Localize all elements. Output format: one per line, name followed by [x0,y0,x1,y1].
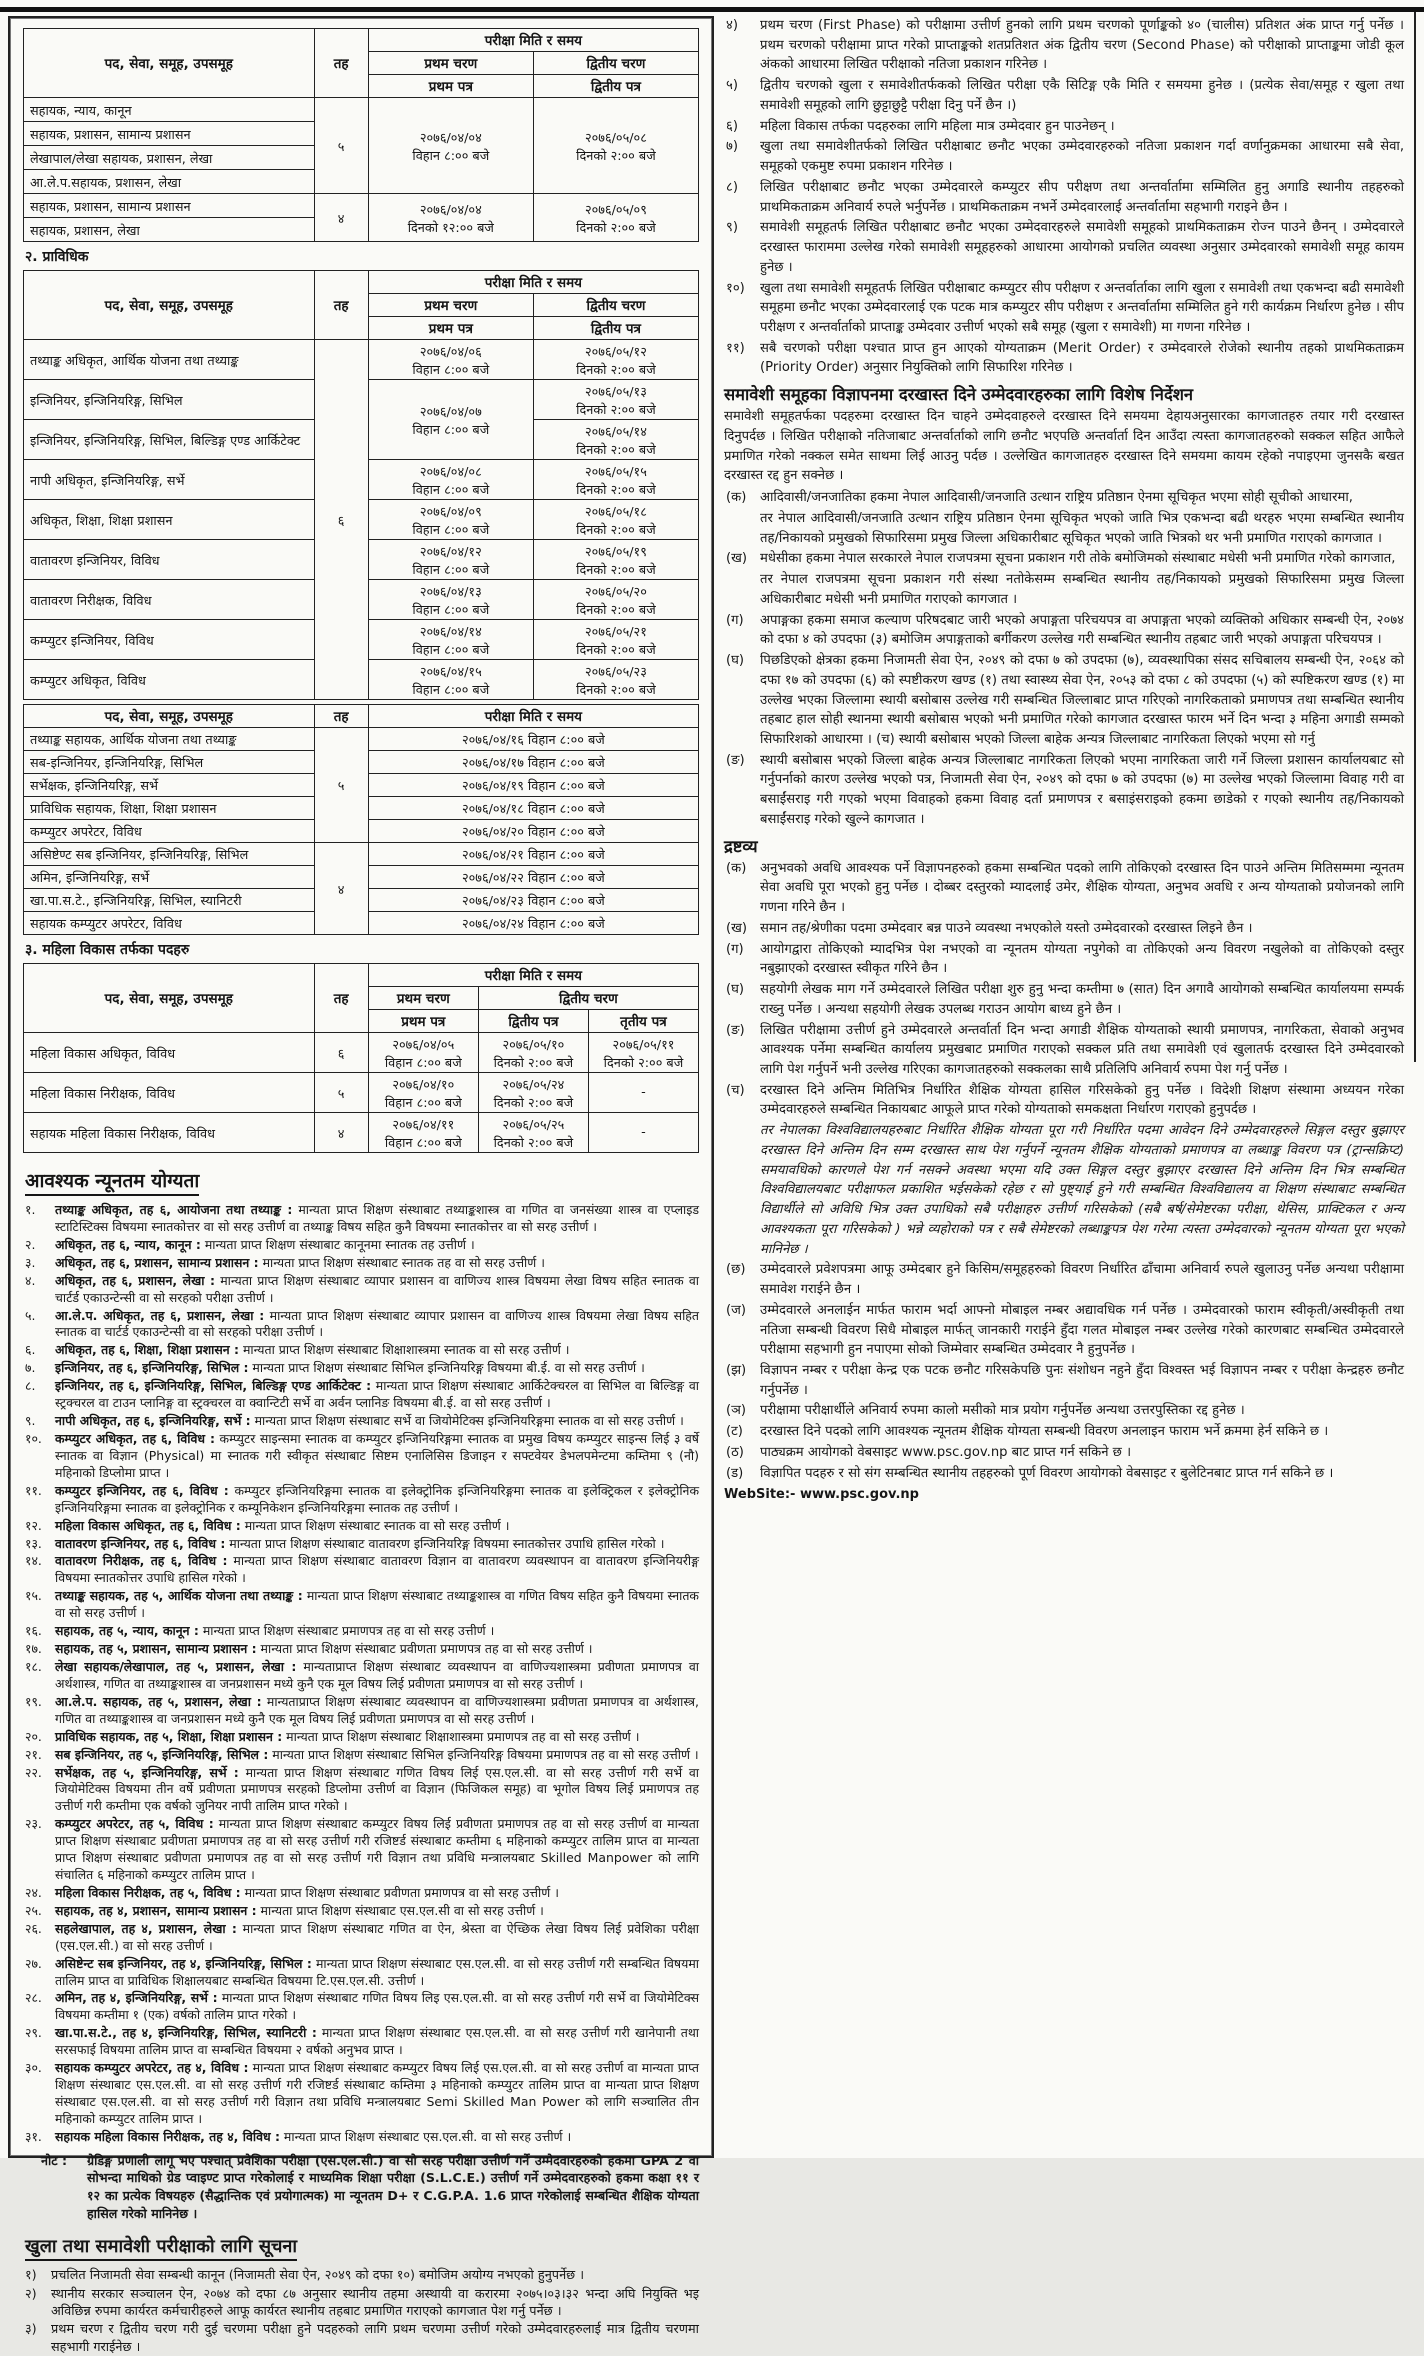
table-row: पद, सेवा, समूह, उपसमूह तह परीक्षा मिति र समय [24,705,699,728]
list-item-text: इन्जिनियर, तह ६, इन्जिनियरिङ्ग, सिभिल : मान्यता प्राप्त शिक्षण संस्थाबाट सिभिल इन्जिनियरिङ्ग विषयमा बी.ई. वा सो सरह उत्तीर्ण । [55,1360,645,1376]
list-item-number: १९. [25,1693,42,1709]
list-item-text: दरखास्त दिने पदको लागि आवश्यक न्यूनतम शैक्षिक योग्यता सम्बन्धी विवरण अनलाइन फाराम भर्ने क्रममा हेर्न सकिने छ । [760,1424,1329,1440]
special-directions-list [724,488,1404,829]
table-row: पद, सेवा, समूह, उपसमूह तह परीक्षा मिति र समय [24,271,699,294]
list-item [724,919,1404,939]
list-item-number: (झ) [726,1363,747,1378]
list-item-number: १) [25,2268,37,2284]
table-row: लेखापाल/लेखा सहायक, प्रशासन, लेखा [24,146,699,170]
table-row: पद, सेवा, समूह, उपसमूह तह परीक्षा मिति र समय [24,29,699,52]
drastabya-title: द्रष्टव्य [724,836,758,856]
left-column [8,16,714,2355]
list-item-number: (ख) [726,920,748,936]
table-row: वातावरण इन्जिनियर, विविध २०७६/०४/१२ विहान ८:०० बजे २०७६/०५/१९ दिनको २:०० बजे [24,540,699,580]
instructions-list [724,16,1404,378]
list-item-number: २६. [25,1920,42,1936]
list-item [724,611,1404,650]
qualifications-title: आवश्यक न्यूनतम योग्यता [25,1167,199,1196]
list-item [724,137,1404,176]
table-row: इन्जिनियर, इन्जिनियरिङ्ग, सिभिल, बिल्डिङ्ग एण्ड आर्किटेक्ट २०७६/०५/१४ दिनको २:०० बजे [24,420,699,460]
list-item-text: अधिकृत, तह ६, शिक्षा, शिक्षा प्रशासन : मान्यता प्राप्त शिक्षण संस्थाबाट शिक्षाशास्त्रमा स्नातक वा सो सरह उत्तीर्ण । [55,1342,570,1358]
list-item-number: ७. [25,1360,36,1376]
right-column [724,16,1414,2138]
list-item-number: ६. [25,1342,36,1358]
list-item-text: उम्मेदवारले प्रवेशपत्रमा आफू उम्मेदबार हुने किसिम/समूहहरुको विवरण निर्धारित ढाँचामा अनिवार्य रुपले खुलाउनु पर्नेछ अन्यथा परीक्षामा समावेश गराईने छैन । [760,1262,1404,1298]
list-item-text: वातावरण निरीक्षक, तह ६, विविध : मान्यता प्राप्त शिक्षण संस्थाबाट वातावरण विज्ञान वा वातावरण व्यवस्थापन वा वातावरण इन्जिनियरीङ्ग विषयमा स्नातकोत्तर उपाधि हासिल गरेको । [55,1553,699,1586]
list-item-number: ९. [25,1413,36,1429]
list-item-text: सब इन्जिनियर, तह ५, इन्जिनियरिङ्ग, सिभिल : मान्यता प्राप्त शिक्षण संस्थाबाट सिभिल इन्जिनियरिङ्ग विषयमा प्रमाणपत्र तह वा सो सरह उत्तीर्ण । [55,1746,699,1762]
list-item [23,1694,699,1728]
list-item-number: ८. [25,1378,36,1394]
list-item [23,1588,699,1622]
list-item [724,117,1404,137]
assistant-posts-exam-table [23,28,699,242]
list-item-text: समावेशी समूहतर्फ लिखित परीक्षाबाट छनौट भएका उम्मेदवारहरुले समावेशी समूहको प्राथमिकताक्रम रोज्न पाउने छैनन् । उम्मेदवारले दरखास्त फाराममा उल्लेख गरेको समावेशी समूहहरुको आधारमा आयोगको प्रचलित व्यवस्था अनुसार उम्मेदवारको समावेशी समूह कायम हुनेछ । [760,220,1404,275]
table-row: प्राविधिक सहायक, शिक्षा, शिक्षा प्रशासन २०७६/०४/१८ विहान ८:०० बजे [24,797,699,820]
list-item [724,651,1404,750]
table-row: तथ्याङ्क अधिकृत, आर्थिक योजना तथा तथ्याङ्क ६ २०७६/०४/०६ विहान ८:०० बजे २०७६/०५/१२ दिनको २:०० बजे [24,340,699,380]
table-row: कम्प्युटर इन्जिनियर, विविध २०७६/०४/१४ विहान ८:०० बजे २०७६/०५/२१ दिनको २:०० बजे [24,620,699,660]
table-row: प्रथम पत्र द्वितीय पत्र [24,75,699,98]
list-item [23,1413,699,1430]
list-item-number: २०. [25,1728,42,1744]
list-item [23,2286,699,2321]
list-item-number: २९. [25,2025,42,2041]
list-item [724,178,1404,217]
list-item-text: महिला विकास तर्फका पदहरुका लागि महिला मात्र उम्मेदवार हुन पाउनेछन् । [760,118,1115,134]
list-item-text: प्रथम चरण (First Phase) को परीक्षामा उत्तीर्ण हुनको लागि प्रथम चरणको पूर्णाङ्कको ४० (चालीस) प्रतिशत अंक प्राप्त गर्नु पर्नेछ । प्रथम चरणको परीक्षामा प्राप्त गरेको प्राप्ताङ्कको शतप्रतिशत अंक द्वितीय चरण (Second Phase) को परीक्षाको प्राप्ताङ्कमा जोडी कूल अंकको आधारमा लिखित परीक्षाको नतिजा प्रकाशन गरिनेछ । [760,18,1404,73]
list-item [23,1747,699,1764]
table-row: तथ्याङ्क सहायक, आर्थिक योजना तथा तथ्याङ्क ५ २०७६/०४/१६ विहान ८:०० बजे [24,728,699,751]
table-row: प्रथम पत्र द्वितीय पत्र तृतीय पत्र [24,1010,699,1033]
list-item [23,1308,699,1342]
list-item [724,1361,1404,1400]
list-item-text: अपाङ्गका हकमा समाज कल्याण परिषदबाट जारी भएको अपाङ्गता परिचयपत्र वा अपाङ्गता भएको व्यक्तिको अधिकार सम्बन्धी ऐन, २०७४ को दफा ४ को उपदफा (३) बमोजिम अपाङ्गताको बर्गीकरण उल्लेख गरी सम्बन्धित स्थानीय तहबाट जारी भएको अपाङ्गता परिचयपत्र । [760,612,1404,648]
list-item-number: (क) [726,490,747,506]
list-item-text: असिष्टेन्ट सब इन्जिनियर, तह ४, इन्जिनियरिङ्ग, सिभिल : मान्यता प्राप्त शिक्षण संस्थाबाट एस.एल.सी. वा सो सरह उत्तीर्ण गरी सम्बन्धित विषयमा तालिम प्राप्त वा प्राविधिक शिक्षालयबाट सम्बन्धित विषयमा टि.एस.एल.सी. उत्तीर्ण । [55,1955,699,1988]
list-item-text: अनुभवको अवधि आवश्यक पर्ने विज्ञापनहरुको हकमा सम्बन्धित पदको लागि तोकिएको दरखास्त दिन पाउने अन्तिम मितिसम्ममा न्यूनतम सेवा अवधि पूरा भएको हुनु पर्नेछ । दोब्बर दस्तुरको म्यादलाई उमेर, शैक्षिक योग्यता, अनुभव अवधि र अन्य योग्यताको प्रयोजनको लागि गणना गरिने छैन । [760,860,1404,916]
list-item-number: १६. [25,1623,42,1639]
list-item [724,76,1404,115]
list-item-text: विज्ञापित पदहरु र सो संग सम्बन्धित स्थानीय तहहरुको पूर्ण विवरण आयोगको वेबसाइट र बुलेटिनबाट प्राप्त गर्न सकिने छ । [760,1465,1334,1481]
table-row: सर्भेक्षक, इन्जिनियरिङ्ग, सर्भे २०७६/०४/१९ विहान ८:०० बजे [24,774,699,797]
table-row: सहायक, प्रशासन, लेखा [24,218,699,242]
list-item-number: २. [25,1236,36,1252]
list-item [23,2321,699,2356]
list-item-text: उम्मेदवारले अनलाईन मार्फत फाराम भर्दा आफ्नो मोबाइल नम्बर अद्यावधिक गर्न पर्नेछ । उम्मेदवारको फाराम स्वीकृती/अस्वीकृती तथा नतिजा सम्बन्धी विवरण सिधै मोबाइल मार्फत् जानकारी गराईने हुँदा गलत मोबाइल नम्बर उल्लेख गरेको कारणबाट सम्बन्धित उम्मेदवारले परीक्षामा सहभागी हुन नपाएमा सोको जिम्मेवार सम्बन्धित उम्मेदवार नै हुनुपर्नेछ । [760,1302,1404,1358]
list-item-number: (ठ) [726,1444,744,1460]
list-item-text: कम्प्युटर अधिकृत, तह ६, विविध : कम्प्युटर साइन्समा स्नातक वा कम्प्युटर इन्जिनियरिङ्गमा स्नातक वा प्रमुख विषय कम्प्युटर साइन्स लिई ३ वर्षे स्नातक वा विज्ञान (Physical) मा स्नातक गरी स्वीकृत संस्थाबाट सिष्टम एनालिसिस डिजाइन र सफ्टवेयर डेभलपमेन्टमा कम्तिमा ९ (नौ) महिनाको डिप्लोमा प्राप्त । [55,1430,699,1480]
list-item [724,980,1404,1019]
section-women-title: ३. महिला विकास तर्फका पदहरु [25,942,190,958]
list-item-number: २३. [25,1816,42,1832]
list-item-number: ३) [25,2322,37,2338]
table-row: खा.पा.स.टे., इन्जिनियरिङ्ग, सिभिल, स्यानिटरी २०७६/०४/२३ विहान ८:०० बजे [24,889,699,912]
table-row: इन्जिनियर, इन्जिनियरिङ्ग, सिभिल २०७६/०४/०७ विहान ८:०० बजे २०७६/०५/१३ दिनको २:०० बजे [24,380,699,420]
special-directions-title: समावेशी समूहका विज्ञापनमा दरखास्त दिने उम्मेदवारहरुका लागि विशेष निर्देशन [724,385,1194,405]
list-item-text: खुला तथा समावेशीतर्फको लिखित परीक्षाबाट छनौट भएका उम्मेदवारहरुको नतिजा प्रकाशन गर्दा वर्णानुक्रमका आधारमा सबै सेवा, समूहको एकमुष्ट रुपमा प्रकाशन गरिनेछ । [760,139,1404,175]
list-item [23,1536,699,1553]
list-item [724,1401,1404,1421]
list-item [23,1342,699,1359]
list-item [23,1729,699,1746]
list-item-number: ४. [25,1272,36,1288]
section-technical-title: २. प्राविधिक [25,249,89,265]
list-item-number: २२. [25,1764,42,1780]
list-item-text: दरखास्त दिने अन्तिम मितिभित्र निर्धारित शैक्षिक योग्यता हासिल गरिसकेको हुनु पर्नेछ । विदेशी शिक्षण संस्थामा अध्ययन गरेका उम्मेदवारहरुले सम्बन्धित निकायबाट आफूले प्राप्त गरेको योग्यताको समकक्षता निर्धारण गराएको हुनुपर्दछ । तर नेपालका विश्वविद्यालयहरुबाट निर्धारित शैक्षिक योग्यता पूरा गरी निर्धारित पदमा आवेदन दिने उम्मेदवारहरुले सिङ्गल दस्तुर बुझाएर दरखास्त दिने अन्तिम दिन सम्म दरखास्त साथ पेश गर्नुपर्ने न्यूनतम शैक्षिक योग्यताको प्रमाणपत्र वा लब्धाङ्क विवरण पत्र (ट्रान्सक्रिप्ट) समयावधिको कारणले पेश गर्न नसक्ने अवस्था भएमा यदि उक्त सिङ्गल दस्तुर बुझाएर दरखास्त दिने अन्तिम दिन भित्र सम्बन्धित विश्वविद्यालयबाट परीक्षाफल प्रकाशित भईसकेको रहेछ र सो पुष्ट्याई हुने गरी सम्बन्धित विश्वविद्यालय वा शिक्षण संस्थाबाट सम्बन्धित विद्यार्थीले सो अविधि भित्र उक्त उपाधिको सबै परीक्षाहरु उत्तीर्ण गरिसकेको (सबै बर्ष/सेमेष्टरका परीक्षा, थेसिस, प्राक्टिकल र अन्य आवश्यकता पूरा गरिसकेको ) भन्ने व्यहोराको पत्र र सबै सेमेष्टरको लब्धाङ्कपत्र पेश गरेमा त्यस्ता उम्मेदवारको न्यूनतम योग्यता पूरा भएको मानिनेछ । [760,1082,1404,1257]
list-item [724,549,1404,609]
list-item-text: सर्भेक्षक, तह ५, इन्जिनियरिङ्ग, सर्भे : मान्यता प्राप्त शिक्षण संस्थाबाट गणित विषय लिई एस.एल.सी. वा सो सरह उत्तीर्ण गरी सर्भे वा जियोमेटिक्स विषयमा तीन वर्षे प्रवीणता प्रमाणपत्र सरहको डिप्लोमा उत्तीर्ण वा विज्ञान (फिजिकल समूह) वा भूगोल विषय लिई प्रमाणपत्र तह उत्तीर्ण गरी कम्तीमा एक वर्षको जुनियर नापी तालिम प्राप्त गरेको । [55,1764,700,1814]
technical-single-phase-table [23,704,699,935]
list-item-text: आ.ले.प. अधिकृत, तह ६, प्रशासन, लेखा : मान्यता प्राप्त शिक्षण संस्थाबाट व्यापार प्रशासन वा वाणिज्य शास्त्र विषयमा लेखा विषय सहित स्नातक वा चार्टर्ड एकाउन्टेन्सी वा सो सरहको परीक्षा उत्तीर्ण । [55,1307,699,1340]
list-item-text: सहायक महिला विकास निरीक्षक, तह ४, विविध : मान्यता प्राप्त शिक्षण संस्थाबाट एस.एल.सी. वा सो सरह उत्तीर्ण । [55,2128,572,2144]
list-item [23,1956,699,1990]
list-item-text: अधिकृत, तह ६, प्रशासन, लेखा : मान्यता प्राप्त शिक्षण संस्थाबाट व्यापार प्रशासन वा वाणिज्य शास्त्र विषयमा लेखा विषय सहित स्नातक वा चार्टर्ड एकाउन्टेन्सी वा सो सरहको परीक्षा उत्तीर्ण । [55,1272,700,1305]
list-item-text: स्थानीय सरकार सञ्चालन ऐन, २०७४ को दफा ८७ अनुसार स्थानीय तहमा अस्थायी वा करारमा २०७५।०३।३२ भन्दा अघि नियुक्ति भइ अविछिन्न रुपमा कार्यरत कर्मचारीहरुले आफू कार्यरत स्थानीय तहबाट प्रमाणित गराएको कागजात पेश गर्नु पर्नेछ । [51,2286,699,2320]
list-item [23,1273,699,1307]
table-row: कम्प्युटर अधिकृत, विविध २०७६/०४/१५ विहान ८:०० बजे २०७६/०५/२३ दिनको २:०० बजे [24,660,699,700]
list-item-number: (च) [726,1082,745,1098]
list-item [23,1885,699,1902]
table-row: पद, सेवा, समूह, उपसमूह तह परीक्षा मिति र समय [24,964,699,987]
list-item-text: सहायक, तह ४, प्रशासन, सामान्य प्रशासन : मान्यता प्राप्त शिक्षण संस्थाबाट एस.एल.सी वा सो सरह उत्तीर्ण । [55,1902,544,1918]
list-item [724,940,1404,979]
list-item-text: आदिवासी/जनजातिका हकमा नेपाल आदिवासी/जनजाति उत्थान राष्ट्रिय प्रतिष्ठान ऐनमा सूचिकृत भएमा सोही सूचीको आधारमा, तर नेपाल आदिवासी/जनजाति उत्थान राष्ट्रिय प्रतिष्ठान ऐनमा सूचिकृत भएको जाति भित्र एकभन्दा बढी थरहरु भएमा सम्बन्धित स्थानीय तह/निकायको प्रमुखको सिफारिसमा प्रमुख जिल्ला अधिकारीबाट सूचिकृत भएको जाति भित्रको थर भनी प्रमाणित गराएको कागजात । [760,490,1404,546]
list-item-number: १०) [726,280,745,296]
list-item [724,339,1404,378]
technical-posts-exam-table [23,270,699,700]
list-item-text: कम्प्युटर इन्जिनियर, तह ६, विविध : कम्प्युटर इन्जिनियरिङ्गमा स्नातक वा इलेक्ट्रोनिक इन्जिनियरिङ्गमा स्नातक वा इलेक्ट्रिकल र इलेक्ट्रोनिक इन्जिनियरिङ्गमा स्नातक वा इलेक्ट्रोनिक र कम्यूनिकेशन इन्जिनियरिङ्गमा स्नातक तह उत्तीर्ण । [55,1482,699,1515]
list-item [724,751,1404,830]
list-item-text: विज्ञापन नम्बर र परीक्षा केन्द्र एक पटक छनौट गरिसकेपछि पुनः संशोधन नहुने हुँदा विश्वस्त भई विज्ञापन नम्बर र परीक्षा केन्द्रहरु छनौट गर्नुपर्नेछ । [760,1363,1404,1398]
list-item [724,1301,1404,1360]
list-item-text: सबै चरणको परीक्षा पश्चात प्राप्त हुन आएको योग्यताक्रम (Merit Order) र उम्मेदवारले रोजेको स्थानीय तहको प्राथमिकताक्रम (Priority Order) अनुसार नियुक्तिको लागि सिफारिश गरिनेछ । [760,340,1404,376]
list-item [724,488,1404,548]
list-item-number: ११. [25,1482,42,1498]
page-right-rule [1414,12,1416,1062]
list-item-text: तथ्याङ्क सहायक, तह ५, आर्थिक योजना तथा तथ्याङ्क : मान्यता प्राप्त शिक्षण संस्थाबाट तथ्याङ्कशास्त्र वा गणित विषय सहित कुनै विषयमा स्नातक वा सो सरह उत्तीर्ण । [55,1588,699,1621]
list-item-text: आ.ले.प. सहायक, तह ५, प्रशासन, लेखा : मान्यताप्राप्त शिक्षण संस्थाबाट व्यवस्थापन वा वाणिज्यशास्त्रमा प्रवीणता प्रमाणपत्र वा अर्थशास्त्र, गणित वा तथ्याङ्कशास्त्र वा जनप्रशासन मध्ये कुनै एक मूल विषय लिई प्रवीणता प्रमाणपत्र वा सो सरह उत्तीर्ण । [55,1693,699,1726]
list-item-text: पाठ्यक्रम आयोगको वेबसाइट www.psc.gov.np बाट प्राप्त गर्न सकिने छ । [760,1444,1132,1460]
list-item-number: (ख) [726,551,748,567]
list-item-text: परीक्षामा परीक्षार्थीले अनिवार्य रुपमा कालो मसीको मात्र प्रयोग गर्नुपर्नेछ अन्यथा उत्तरपुस्तिका रद्द हुनेछ । [760,1403,1245,1419]
list-item-text: लिखित परीक्षाबाट छनौट भएका उम्मेदवारले कम्प्युटर सीप परीक्षण तथा अन्तर्वार्तामा सम्मिलित हुनु अगाडि स्थानीय तहहरुको प्राथमिकताक्रम अनिवार्य रुपले भर्नुपर्नेछ । प्राथमिकताक्रम नभर्ने उम्मेदवारलाई अन्तर्वार्तामा सहभागी गराइने छैन । [760,179,1404,215]
qualifications-list [23,1202,699,2146]
list-item [23,1990,699,2024]
list-item-text: महिला विकास अधिकृत, तह ६, विविध : मान्यता प्राप्त शिक्षण संस्थाबाट स्नातक वा सो सरह उत्तीर्ण । [55,1517,510,1533]
list-item-text: वातावरण इन्जिनियर, तह ६, विविध : मान्यता प्राप्त शिक्षण संस्थाबाट वातावरण इन्जिनियरिङ्ग विषयमा स्नातकोत्तर उपाधि हासिल गरेको । [55,1535,665,1551]
list-item [23,1255,699,1272]
list-item [23,1360,699,1377]
open-notice-list [23,2267,699,2356]
list-item-text: लिखित परीक्षामा उत्तीर्ण हुने उम्मेदवारले अन्तर्वार्ता दिन भन्दा अगाडी शैक्षिक योग्यताको स्थायी प्रमाणपत्र, नागरिकता, सेवाको अनुभव आवश्यक पर्नेमा सम्बन्धित कार्यालय प्रमुखबाट प्रमाणित गराएको सक्कल प्रति तथा समावेशी एवं खुलातर्फ दरखास्त दिने उम्मेदवारको लागि पेश गर्नुपर्ने भनी उल्लेख गरिएका कागजातहरुको सक्कलका साथै प्रतिलिपि अनिवार्य रुपमा पेश गर्नु पर्नेछ । [760,1022,1404,1077]
list-item-number: (घ) [726,982,745,998]
list-item-number: (ग) [726,941,744,957]
list-item [23,1378,699,1412]
table-row: प्रथम चरण द्वितीय चरण [24,294,699,317]
list-item-text: खा.पा.स.टे., तह ४, इन्जिनियरिङ्ग, सिभिल, स्यानिटरी : मान्यता प्राप्त शिक्षण संस्थाबाट एस.एल.सी. वा सो सरह उत्तीर्ण गरी खानेपानी तथा सरसफाई विषयमा तालिम प्राप्त वा सम्बन्धित विषयमा २ वर्षको अनुभव प्राप्त । [55,2025,699,2058]
list-item-text: प्रचलित निजामती सेवा सम्बन्धी कानून (निजामती सेवा ऐन, २०४९ को दफा १०) बमोजिम अयोग्य नभएको हुनुपर्नेछ । [51,2268,585,2284]
list-item [23,1483,699,1517]
list-item [724,218,1404,277]
table-row: वातावरण निरीक्षक, विविध २०७६/०४/१३ विहान ८:०० बजे २०७६/०५/२० दिनको २:०० बजे [24,580,699,620]
list-item-text: समान तह/श्रेणीका पदमा उम्मेदवार बन्न पाउने व्यवस्था नभएकोले यस्तो उम्मेदवारको दरखास्त लिइने छैन । [760,920,1253,936]
list-item [23,1202,699,1236]
list-item-number: ७) [726,139,738,155]
list-item-number: (ग) [726,612,744,628]
table-row: सहायक कम्प्युटर अपरेटर, विविध २०७६/०४/२४ विहान ८:०० बजे [24,912,699,935]
list-item-text: अधिकृत, तह ६, न्याय, कानून : मान्यता प्राप्त शिक्षण संस्थाबाट कानूनमा स्नातक तह उत्तीर्ण । [55,1236,475,1252]
table-row: प्रथम चरण द्वितीय चरण [24,987,699,1010]
list-item [23,2025,699,2059]
list-item [23,1659,699,1693]
page-top-rule [0,7,1424,12]
table-row: अधिकृत, शिक्षा, शिक्षा प्रशासन २०७६/०४/०९ विहान ८:०० बजे २०७६/०५/१८ दिनको २:०० बजे [24,500,699,540]
list-item-number: (ज) [726,1302,747,1318]
table-row: महिला विकास निरीक्षक, विविध ५ २०७६/०४/१० विहान ८:०० बजे २०७६/०५/२४ दिनको २:०० बजे - [24,1073,699,1113]
list-item-number: (ड) [726,1465,744,1481]
list-item-text: मधेसीका हकमा नेपाल सरकारले नेपाल राजपत्रमा सूचना प्रकाशन गरी तोके बमोजिमको संस्थाबाट मधेसी भनी प्रमाणित गरेको कागजात, तर नेपाल राजपत्रमा सूचना प्रकाशन गरी संस्था नतोकेसम्म सम्बन्धित स्थानीय तह/निकायको प्रमुखको सिफारिसमा प्रमुख जिल्ला अधिकारीबाट मधेसी भनी प्रमाणित गराएको कागजात । [760,551,1404,607]
list-item-text: सहायक कम्प्युटर अपरेटर, तह ४, विविध : मान्यता प्राप्त शिक्षण संस्थाबाट कम्प्युटर विषय लिई एस.एल.सी. वा सो सरह उत्तीर्ण वा मान्यता प्राप्त शिक्षण संस्थाबाट एस.एल.सी. वा सो सरह उत्तीर्ण गरी रजिष्टर्ड संस्थाबाट कम्तिमा ३ महिनाको कम्प्युटर तालिम प्राप्त वा मान्यता प्राप्त शिक्षण संस्थाबाट एस.एल.सी. वा सो सरह उत्तीर्ण गरी विज्ञान तथा प्रविधि मन्त्रालयबाट Semi Skilled Man Power को लागि सञ्चालित तीन महिनाको कम्प्युटर तालिम प्राप्त । [55,2060,699,2126]
list-item [23,1431,699,1482]
list-item-number: २) [25,2286,37,2302]
list-item-number: १५. [25,1588,42,1604]
list-item-number: ३१. [25,2128,42,2144]
list-item-text: महिला विकास निरीक्षक, तह ५, विविध : मान्यता प्राप्त शिक्षण संस्थाबाट प्रवीणता प्रमाणपत्र वा सो सरह उत्तीर्ण । [55,1884,559,1900]
list-item-number: ५. [25,1307,36,1323]
table-row: महिला विकास अधिकृत, विविध ६ २०७६/०४/०५ विहान ८:०० बजे २०७६/०५/१० दिनको २:०० बजे २०७६/०५/११ दिनको २:०० बजे [24,1033,699,1073]
list-item [23,1816,699,1884]
list-item-number: २१. [25,1746,42,1762]
list-item-number: १७. [25,1641,42,1657]
table-row: सहायक, न्याय, कानून ५ २०७६/०४/०४ विहान ८:०० बजे २०७६/०५/०८ दिनको २:०० बजे [24,98,699,122]
table-row: कम्प्युटर अपरेटर, विविध २०७६/०४/२० विहान ८:०० बजे [24,820,699,843]
list-item-number: ९) [726,220,738,236]
list-item-number: ८) [726,179,738,195]
list-item-number: २७. [25,1955,42,1971]
table-row: प्रथम चरण द्वितीय चरण [24,52,699,75]
table-row: प्रथम पत्र द्वितीय पत्र [24,317,699,340]
drastabya-list [724,859,1404,1484]
list-item-text: इन्जिनियर, तह ६, इन्जिनियरिङ्ग, सिभिल, बिल्डिङ्ग एण्ड आर्किटेक्ट : मान्यता प्राप्त शिक्षण संस्थाबाट आर्किटेक्चरल वा सिभिल वा बिल्डिङ्ग वा स्ट्रक्चरल वा टाउन प्लानिङ्ग वा स्ट्रक्चरल वा क्वान्टिटी सर्भे वा अर्वन प्लानिङ विषयमा बी.ई. वा सो सरह उत्तीर्ण । [55,1378,699,1411]
note-label: नोट : [41,2152,68,2168]
list-item [23,1921,699,1955]
list-item [23,1553,699,1587]
list-item-text: लेखा सहायक/लेखापाल, तह ५, प्रशासन, लेखा : मान्यताप्राप्त शिक्षण संस्थाबाट व्यवस्थापन वा वाणिज्यशास्त्रमा प्रवीणता प्रमाणपत्र वा अर्थशास्त्र, गणित वा तथ्याङ्कशास्त्र वा जनप्रशासन मध्ये कुनै एक मूल विषय लिई प्रवीणता प्रमाणपत्र वा सो सरह उत्तीर्ण । [55,1658,700,1691]
list-item-number: (ट) [726,1424,743,1440]
list-item-text: प्राविधिक सहायक, तह ५, शिक्षा, शिक्षा प्रशासन : मान्यता प्राप्त शिक्षण संस्थाबाट शिक्षाशास्त्रमा प्रमाणपत्र तह वा सो सरह उत्तीर्ण । [55,1728,640,1744]
table-row: आ.ले.प.सहायक, प्रशासन, लेखा [24,170,699,194]
list-item [23,1518,699,1535]
list-item [23,1765,699,1816]
list-item [724,1422,1404,1442]
list-item [724,16,1404,75]
list-item [23,1237,699,1254]
list-item-text: सहलेखापाल, तह ४, प्रशासन, लेखा : मान्यता प्राप्त शिक्षण संस्थाबाट गणित वा ऐन, श्रेस्ता वा ऐच्छिक लेखा विषय लिई प्रवेशिका परीक्षा (एस.एल.सी.) वा सो सरह उत्तीर्ण । [55,1920,699,1953]
list-item-text: अधिकृत, तह ६, प्रशासन, सामान्य प्रशासन : मान्यता प्राप्त शिक्षण संस्थाबाट स्नातक तह वा सो सरह उत्तीर्ण । [55,1254,545,1270]
women-development-exam-table [23,963,699,1153]
table-row: सहायक, प्रशासन, सामान्य प्रशासन ४ २०७६/०४/०४ दिनको १२:०० बजे २०७६/०५/०९ दिनको २:०० बजे [24,194,699,218]
list-item-number: (ङ) [726,1022,745,1038]
list-item-text: सहायक, तह ५, न्याय, कानून : मान्यता प्राप्त शिक्षण संस्थाबाट प्रमाणपत्र तह वा सो सरह उत्तीर्ण । [55,1623,495,1639]
list-item-number: (ञ) [726,1403,747,1419]
list-item [23,1641,699,1658]
list-item-text: सहयोगी लेखक माग गर्ने उम्मेदवारले लिखित परीक्षा शुरु हुनु भन्दा कम्तीमा ७ (सात) दिन अगावै आयोगको सम्बन्धित कार्यालयमा सम्पर्क राख्नु पर्नेछ । अन्यथा सहयोगी लेखक उपलब्ध गराउन आयोग बाध्य हुने छैन । [760,982,1404,1017]
special-directions-intro: समावेशी समूहतर्फका पदहरुमा दरखास्त दिन चाहने उम्मेदवाहरुले दरखास्त दिने समयमा देहायअनुसारका कागजातहरु तयार गरी दरखास्त दिनुपर्दछ । लिखित परीक्षाको नतिजाबाट अन्तर्वार्ताको लागि छनौट भएपछि अन्तर्वार्ता दिन आउँदा त्यस्ता कागजातहरुको सक्कल सहित आफैले प्रमाणित गरेको नक्कल समेत साथमा लिई आउनु पर्दछ । उल्लेखित कागजातहरु दरखास्त दिने समयमा कायम रहेको नपाइएमा जुनसकै बखत दरखास्त रद्द हुन सक्नेछ । [724,409,1404,484]
note-text: ग्रेडिङ्ग प्रणाली लागू भए पश्चात् प्रवेशिका परीक्षा (एस.एल.सी.) वा सो सरह परीक्षा उत्तीर्ण गर्ने उम्मेदवारहरुको हकमा GPA 2 वा सोभन्दा माथिको ग्रेड प्वाइण्ट प्राप्त गरेकोलाई र माध्यमिक शिक्षा परीक्षा (S.L.C.E.) उत्तीर्ण गर्ने उम्मेदवारहरुको हकमा कक्षा ११ र १२ का प्रत्येक विषयहरु (सैद्धान्तिक एवं प्रयोगात्मक) मा न्यूनतम D+ र C.G.P.A. 1.6 प्राप्त गरेकोलाई सम्बन्धित शैक्षिक योग्यता हासिल गरेको मानिनेछ । [87,2152,699,2221]
list-item-number: ६) [726,118,738,134]
table-row: अमिन, इन्जिनियरिङ्ग, सर्भे २०७६/०४/२२ विहान ८:०० बजे [24,866,699,889]
grading-note [23,2152,699,2223]
list-item-number: ३. [25,1254,36,1270]
list-item-number: ११) [726,340,745,356]
table-row: सहायक महिला विकास निरीक्षक, विविध ४ २०७६/०४/११ विहान ८:०० बजे २०७६/०५/२५ दिनको २:०० बजे - [24,1113,699,1153]
list-item-number: (छ) [726,1262,746,1278]
website-line: WebSite:- www.psc.gov.np [724,1487,919,1503]
list-item-number: ३०. [25,2060,42,2076]
list-item-text: तथ्याङ्क अधिकृत, तह ६, आयोजना तथा तथ्याङ्क : मान्यता प्राप्त शिक्षण संस्थाबाट तथ्याङ्कशास्त्र वा गणित वा जनसंख्या शास्त्र वा एप्लाइड स्टाटिस्टिक्स विषयमा स्नातकोत्तर वा सो सरह उत्तीर्ण वा तथ्याङ्क विषय सहित कुनै विषयमा स्नातकोत्तर वा सो सरह उत्तीर्ण । [55,1202,699,1234]
list-item [724,859,1404,918]
list-item [724,1021,1404,1080]
list-item [724,279,1404,338]
list-item-number: ४) [726,18,738,33]
list-item-number: १०. [25,1430,42,1446]
list-item-number: १. [25,1202,36,1217]
list-item-number: १३. [25,1535,42,1551]
list-item-text: द्वितीय चरणको खुला र समावेशीतर्फकको लिखित परीक्षा एकै सिटिङ्ग एकै मिति र समयमा हुनेछ । (प्रत्येक सेवा/समूह र खुला तथा समावेशी समूहको लागि छुट्टाछुट्टै परीक्षा दिनु पर्ने छैन ।) [760,78,1404,113]
list-item [724,1260,1404,1299]
list-item-number: (क) [726,860,747,876]
list-item-number: १२. [25,1517,42,1533]
list-item-number: १४. [25,1553,42,1569]
list-item [23,2267,699,2284]
list-item [724,1081,1404,1260]
list-item-number: १८. [25,1658,42,1674]
table-row: असिष्टेण्ट सब इन्जिनियर, इन्जिनियरिङ्ग, सिभिल ४ २०७६/०४/२१ विहान ८:०० बजे [24,843,699,866]
list-item-text: कम्प्युटर अपरेटर, तह ५, विविध : मान्यता प्राप्त शिक्षण संस्थाबाट कम्प्युटर विषय लिई प्रवीणता प्रमाणपत्र तह वा सो सरह उत्तीर्ण वा मान्यता प्राप्त शिक्षण संस्थाबाट प्रवीणता प्रमाणपत्र तह वा सो सरह उत्तीर्ण गरी रजिष्टर्ड संस्थाबाट कम्तीमा ६ महिनाको कम्प्युटर तालिम प्राप्त वा मान्यता प्राप्त शिक्षण संस्थाबाट प्रवीणता प्रमाणपत्र तह वा सो सरह उत्तीर्ण गरी विज्ञान तथा प्रविधि मन्त्रालयबाट Skilled Manpower को लागि संचालित ६ महिनाको कम्प्युटर तालिम प्राप्त । [55,1816,700,1883]
list-item-text: सहायक, तह ५, प्रशासन, सामान्य प्रशासन : मान्यता प्राप्त शिक्षण संस्थाबाट प्रवीणता प्रमाणपत्र तह वा सो सरह उत्तीर्ण । [55,1641,593,1657]
list-item [23,2129,699,2146]
list-item [23,2060,699,2128]
open-notice-title: खुला तथा समावेशी परीक्षाको लागि सूचना [25,2234,297,2261]
list-item-number: २५. [25,1902,42,1918]
list-item [724,1464,1404,1484]
list-item [724,1443,1404,1463]
list-item-text: स्थायी बसोबास भएको जिल्ला बाहेक अन्यत्र जिल्लाबाट नागरिकता लिएको भएमा नागरिकता जारी गर्ने जिल्ला प्रशासन कार्यालयबाट सो गर्नुपर्नाको कारण उल्लेख भएको पत्र, निजामती सेवा ऐन, २०४९ को दफा ७ को उपदफा (७) मा उल्लेख भएको जिल्लामा विवाह गरी वा बसाईंसराइ गरी गएको भएमा विवाहको हकमा विवाह दर्ता प्रमाणपत्र र बसाइंसराइको हकमा छाडेको र गएको स्थानीय तह/निकायको बसाईंसराइ गरेको खुल्ने कागजात । [760,752,1404,827]
list-item-text: प्रथम चरण र द्वितीय चरण गरी दुई चरणमा परीक्षा हुने पदहरुको लागि प्रथम चरणमा उत्तीर्ण गरेको उम्मेदवारहरुलाई मात्र द्वितीय चरणमा सहभागी गराईनेछ । [51,2322,700,2355]
list-item-text: पिछडिएको क्षेत्रका हकमा निजामती सेवा ऐन, २०४९ को दफा ७ को उपदफा (७), व्यवस्थापिका संसद सचिबालय सम्बन्धी ऐन, २०६४ को दफा १७ को उपदफा (६) को स्पष्टीकरण खण्ड (१) तथा स्वास्थ्य सेवा ऐन, २०५३ को दफा ८ को उपदफा (५) को स्पष्टिकरण खण्ड (१) मा उल्लेख भएका जिल्लामा स्थायी बसोबास उल्लेख गरी सम्बन्धित जिल्लाबाट प्राप्त गरिएको नागरिकताको प्रमाणपत्र तथा सम्बन्धित स्थानीय तहबाट हाल सोही स्थानमा स्थायी बसोबास भएको भनी प्रमाणित गरेको कागजात दरखास्त फारम भर्ने दिन भन्दा ३ महिना अगाडी सम्मको सिफारिशको आधारमा । (च) स्थायी बसोबास भएको जिल्ला बाहेक अन्यत्र जिल्लाबाट नागरिकता लिएको भएमा सो गर्नु [760,653,1404,747]
list-item-number: २८. [25,1990,42,2006]
list-item-number: ५) [726,78,738,94]
list-item-text: खुला तथा समावेशी समूहतर्फ लिखित परीक्षाबाट कम्प्युटर सीप परीक्षण र अन्तर्वार्ताका लागि खुला र समावेशी तथा एकभन्दा बढी समावेशी समूहमा छनौट भएका उम्मेदवारलाई एक पटक मात्र कम्प्युटर सीप परीक्षण र अन्तर्वार्तामा सम्मिलित हुने गरी कार्यक्रम निर्धारण हुनेछ । सीप परीक्षण र अन्तर्वार्ताको प्राप्ताङ्क उम्मेदवार उत्तीर्ण भएको सबै समूह (खुला र समावेशी) मा गणना गरिनेछ । [760,280,1404,336]
list-item-text: अमिन, तह ४, इन्जिनियरिङ्ग, सर्भे : मान्यता प्राप्त शिक्षण संस्थाबाट गणित विषय लिइ एस.एल.सी. वा सो सरह उत्तीर्ण गरी सर्भे वा जियोमेटिक्स विषयमा कम्तीमा १ (एक) वर्षको तालिम प्राप्त गरेको । [55,1990,699,2023]
list-item-text: आयोगद्वारा तोकिएको म्यादभित्र पेश नभएको वा न्यूनतम योग्यता नपुगेको वा तोकिएको अन्य विवरण नखुलेको वा तोकिएको दस्तुर नबुझाएको दरखास्त स्वीकृत गरिने छैन । [760,941,1404,977]
list-item-number: (घ) [726,653,745,669]
list-item [23,1903,699,1920]
table-row: सहायक, प्रशासन, सामान्य प्रशासन [24,122,699,146]
table-row: सब-इन्जिनियर, इन्जिनियरिङ्ग, सिभिल २०७६/०४/१७ विहान ८:०० बजे [24,751,699,774]
list-item [23,1623,699,1640]
list-item-text: नापी अधिकृत, तह ६, इन्जिनियरिङ्ग, सर्भे : मान्यता प्राप्त शिक्षण संस्थाबाट सर्भे वा जियोमेटिक्स इन्जिनियरिङ्गमा स्नातक वा सो सरह उत्तीर्ण । [55,1413,684,1429]
list-item-number: (ङ) [726,752,745,768]
list-item-number: २४. [25,1884,42,1900]
table-row: नापी अधिकृत, इन्जिनियरिङ्ग, सर्भे २०७६/०४/०८ विहान ८:०० बजे २०७६/०५/१५ दिनको २:०० बजे [24,460,699,500]
